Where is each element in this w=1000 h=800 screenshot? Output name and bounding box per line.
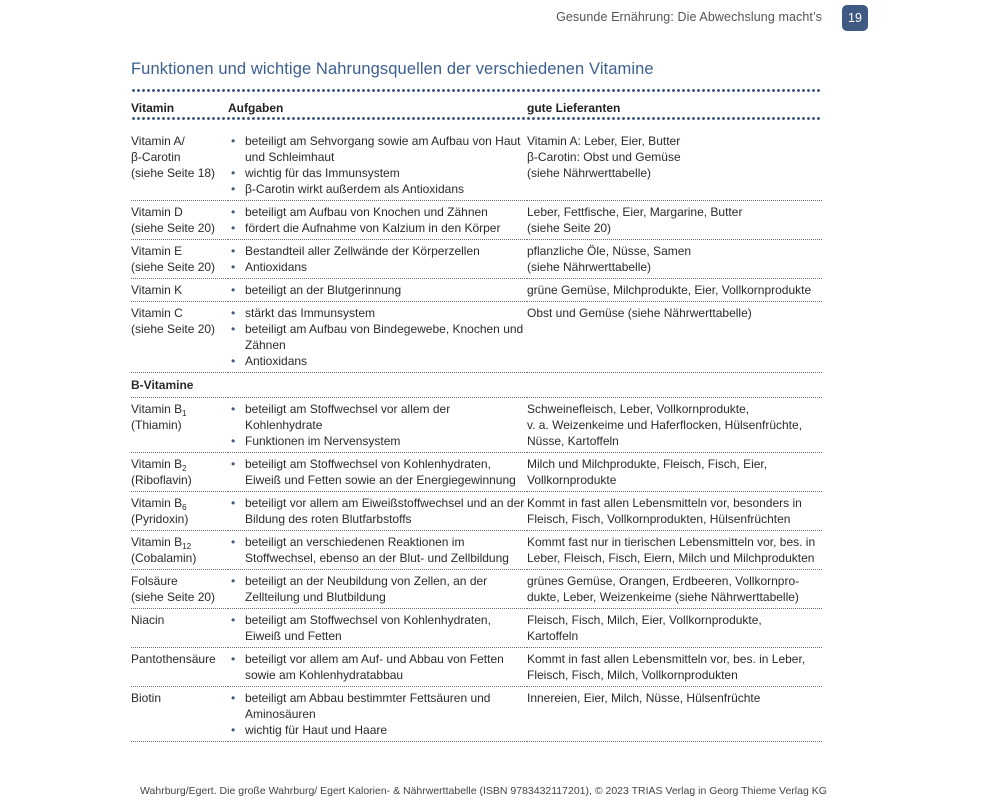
source-line: Kommt fast nur in tierischen Lebensmitteln vor, bes. in [527,535,816,549]
table-row [131,122,822,201]
vitamin-name-subscript: 1 [182,409,187,418]
vitamin-tasks [228,570,527,609]
source-line: pflanzliche Öle, Nüsse, Samen [527,244,692,258]
table-row [131,570,822,609]
source-line: Schweinefleisch, Leber, Vollkornprodukte, [527,402,750,416]
vitamin-name-line: Vitamin D [131,205,183,219]
vitamin-name-note: (Cobalamin) [131,551,197,565]
source-line: dukte, Leber, Weizenkeime (siehe Nährwerttabelle) [527,590,799,604]
source-line: (siehe Nährwerttabelle) [527,260,652,274]
vitamin-tasks [228,609,527,648]
group-row [131,373,822,398]
vitamin-name-line: Vitamin C [131,306,183,320]
source-line: (siehe Seite 20) [527,221,612,235]
vitamin-name-line: (siehe Seite 18) [131,166,216,180]
task-list [228,243,527,275]
source-line: Leber, Fleisch, Fisch, Eiern, Milch und Milchprodukten [527,551,815,565]
vitamin-sources [527,201,822,240]
vitamin-name-line: Folsäure [131,574,178,588]
vitamin-name-line [131,456,228,472]
source-line: Nüsse, Kartoffeln [527,434,619,448]
task-item: • Antioxidans [231,259,527,275]
vitamin-sources [527,302,822,373]
vitamin-name-note: (Riboflavin) [131,473,192,487]
vitamin-name [131,240,228,279]
task-item: • beteiligt am Aufbau von Bindegewebe, Knochen und Zähnen [231,321,527,353]
task-item: • β-Carotin wirkt außerdem als Antioxidans [231,181,527,197]
citation-footer: Wahrburg/Egert. Die große Wahrburg/ Egert Kalorien- & Nährwerttabelle (ISBN 9783432117201), © 2023 TRIAS Verlag in Georg Thieme Verlag KG [140,785,827,797]
vitamin-name [131,531,228,570]
source-line: Fleisch, Fisch, Vollkornprodukten, Hülsenfrüchten [527,512,791,526]
source-line: Innereien, Eier, Milch, Nüsse, Hülsenfrüchte [527,691,761,705]
source-line: grüne Gemüse, Milchprodukte, Eier, Vollkornprodukte [527,283,812,297]
vitamin-name [131,570,228,609]
vitamin-name [131,687,228,742]
task-item: • fördert die Aufnahme von Kalzium in den Körper [231,220,527,236]
task-item: • beteiligt am Abbau bestimmter Fettsäuren und Aminosäuren [231,690,527,722]
vitamin-name-line: Pantothensäure [131,652,216,666]
vitamin-name-line: (siehe Seite 20) [131,322,216,336]
task-item: • Bestandteil aller Zellwände der Körperzellen [231,243,527,259]
vitamin-name-base: Vitamin B [131,402,183,416]
vitamin-tasks [228,492,527,531]
vitamin-name-base: Vitamin B [131,535,183,549]
task-list [228,573,527,605]
source-line: grünes Gemüse, Orangen, Erdbeeren, Vollkornpro- [527,574,800,588]
vitamin-name [131,302,228,373]
table-header-row [131,98,822,122]
task-item: • wichtig für Haut und Haare [231,722,527,738]
vitamin-tasks [228,279,527,302]
source-line: Kartoffeln [527,629,579,643]
source-line: Milch und Milchprodukte, Fleisch, Fisch, Eier, [527,457,768,471]
vitamin-sources [527,122,822,201]
vitamin-name [131,453,228,492]
dotted-divider-top [131,89,822,92]
task-item: • beteiligt am Stoffwechsel von Kohlenhydraten, Eiweiß und Fetten [231,612,527,644]
source-line: Leber, Fettfische, Eier, Margarine, Butter [527,205,743,219]
task-list [228,305,527,369]
vitamin-name-line [131,401,228,417]
vitamin-name-line [131,495,228,511]
vitamin-tasks [228,648,527,687]
vitamin-name-line: Vitamin K [131,283,183,297]
running-header: Gesunde Ernährung: Die Abwechslung macht’s [556,10,822,24]
vitamin-tasks [228,122,527,201]
task-item: • stärkt das Immunsystem [231,305,527,321]
vitamin-name [131,609,228,648]
vitamin-tasks [228,687,527,742]
task-item: • beteiligt am Stoffwechsel von Kohlenhydraten, Eiweiß und Fetten sowie an der Energiegewinnung [231,456,527,488]
task-item: • Antioxidans [231,353,527,369]
vitamin-sources [527,240,822,279]
vitamin-name [131,492,228,531]
vitamin-name-line: Niacin [131,613,165,627]
table-row [131,240,822,279]
vitamin-name-note: (Pyridoxin) [131,512,189,526]
vitamin-table [131,98,822,742]
table-row [131,302,822,373]
task-item: • beteiligt am Aufbau von Knochen und Zähnen [231,204,527,220]
task-list [228,282,527,298]
vitamin-name-note: (Thiamin) [131,418,182,432]
vitamin-sources [527,279,822,302]
task-item: • beteiligt an der Blutgerinnung [231,282,527,298]
column-header-vitamin: Vitamin [131,101,175,115]
task-list [228,495,527,527]
vitamin-name-line [131,534,228,550]
column-header-aufgaben: Aufgaben [228,101,284,115]
vitamin-sources [527,492,822,531]
vitamin-name-line: (siehe Seite 20) [131,590,216,604]
task-item: • Funktionen im Nervensystem [231,433,527,449]
vitamin-tasks [228,302,527,373]
source-line: Kommt in fast allen Lebensmitteln vor, bes. in Leber, [527,652,806,666]
task-list [228,534,527,566]
source-line: Fleisch, Fisch, Milch, Vollkornprodukten [527,668,738,682]
source-line: Vollkornprodukte [527,473,617,487]
vitamin-sources [527,570,822,609]
vitamin-name [131,122,228,201]
task-item: • beteiligt an verschiedenen Reaktionen im Stoffwechsel, ebenso an der Blut- und Zellbildung [231,534,527,566]
source-line: v. a. Weizenkeime und Haferflocken, Hülsenfrüchte, [527,418,803,432]
column-header-lieferanten: gute Lieferanten [527,101,621,115]
vitamin-name-base: Vitamin B [131,496,183,510]
page-number-badge: 19 [842,5,868,31]
vitamin-name-line: Biotin [131,691,162,705]
task-list [228,456,527,488]
table-row [131,687,822,742]
task-item: • wichtig für das Immunsystem [231,165,527,181]
table-row [131,201,822,240]
vitamin-name [131,201,228,240]
source-line: Fleisch, Fisch, Milch, Eier, Vollkornprodukte, [527,613,762,627]
vitamin-sources [527,398,822,453]
source-line: Vitamin A: Leber, Eier, Butter [527,134,681,148]
task-item: • beteiligt an der Neubildung von Zellen, an der Zellteilung und Blutbildung [231,573,527,605]
table-row [131,609,822,648]
vitamin-name-line: (siehe Seite 20) [131,260,216,274]
vitamin-name-line: (siehe Seite 20) [131,221,216,235]
vitamin-sources [527,453,822,492]
source-line: β-Carotin: Obst und Gemüse [527,150,681,164]
vitamin-name-subscript: 6 [182,503,187,512]
task-list [228,133,527,197]
table-row [131,492,822,531]
source-line: Obst und Gemüse (siehe Nährwerttabelle) [527,306,752,320]
task-item: • beteiligt vor allem am Eiweißstoffwechsel und an der Bildung des roten Blutfarbstoffs [231,495,527,527]
vitamin-sources [527,531,822,570]
vitamin-name-line: Vitamin A/ [131,134,185,148]
vitamin-name-subscript: 12 [182,542,192,551]
source-line: Kommt in fast allen Lebensmitteln vor, besonders in [527,496,802,510]
task-item: • beteiligt vor allem am Auf- und Abbau von Fetten sowie am Kohlenhydratabbau [231,651,527,683]
vitamin-tasks [228,240,527,279]
table-row [131,453,822,492]
task-list [228,612,527,644]
task-list [228,401,527,449]
vitamin-name-subscript: 2 [182,464,187,473]
vitamin-tasks [228,531,527,570]
vitamin-sources [527,648,822,687]
vitamin-tasks [228,398,527,453]
task-item: • beteiligt am Stoffwechsel vor allem der Kohlenhydrate [231,401,527,433]
section-title: Funktionen und wichtige Nahrungsquellen der verschiedenen Vitamine [131,60,654,78]
vitamin-tasks [228,453,527,492]
vitamin-name [131,648,228,687]
vitamin-name-line: β-Carotin [131,150,181,164]
vitamin-name-base: Vitamin B [131,457,183,471]
task-list [228,204,527,236]
vitamin-name-line: Vitamin E [131,244,183,258]
vitamin-sources [527,609,822,648]
table-row [131,398,822,453]
table-row [131,648,822,687]
group-label: B-Vitamine [131,373,822,398]
vitamin-sources [527,687,822,742]
table-row [131,531,822,570]
task-item: • beteiligt am Sehvorgang sowie am Aufbau von Haut und Schleimhaut [231,133,527,165]
table-row [131,279,822,302]
vitamin-name [131,398,228,453]
vitamin-tasks [228,201,527,240]
source-line: (siehe Nährwerttabelle) [527,166,652,180]
task-list [228,651,527,683]
task-list [228,690,527,738]
vitamin-name [131,279,228,302]
